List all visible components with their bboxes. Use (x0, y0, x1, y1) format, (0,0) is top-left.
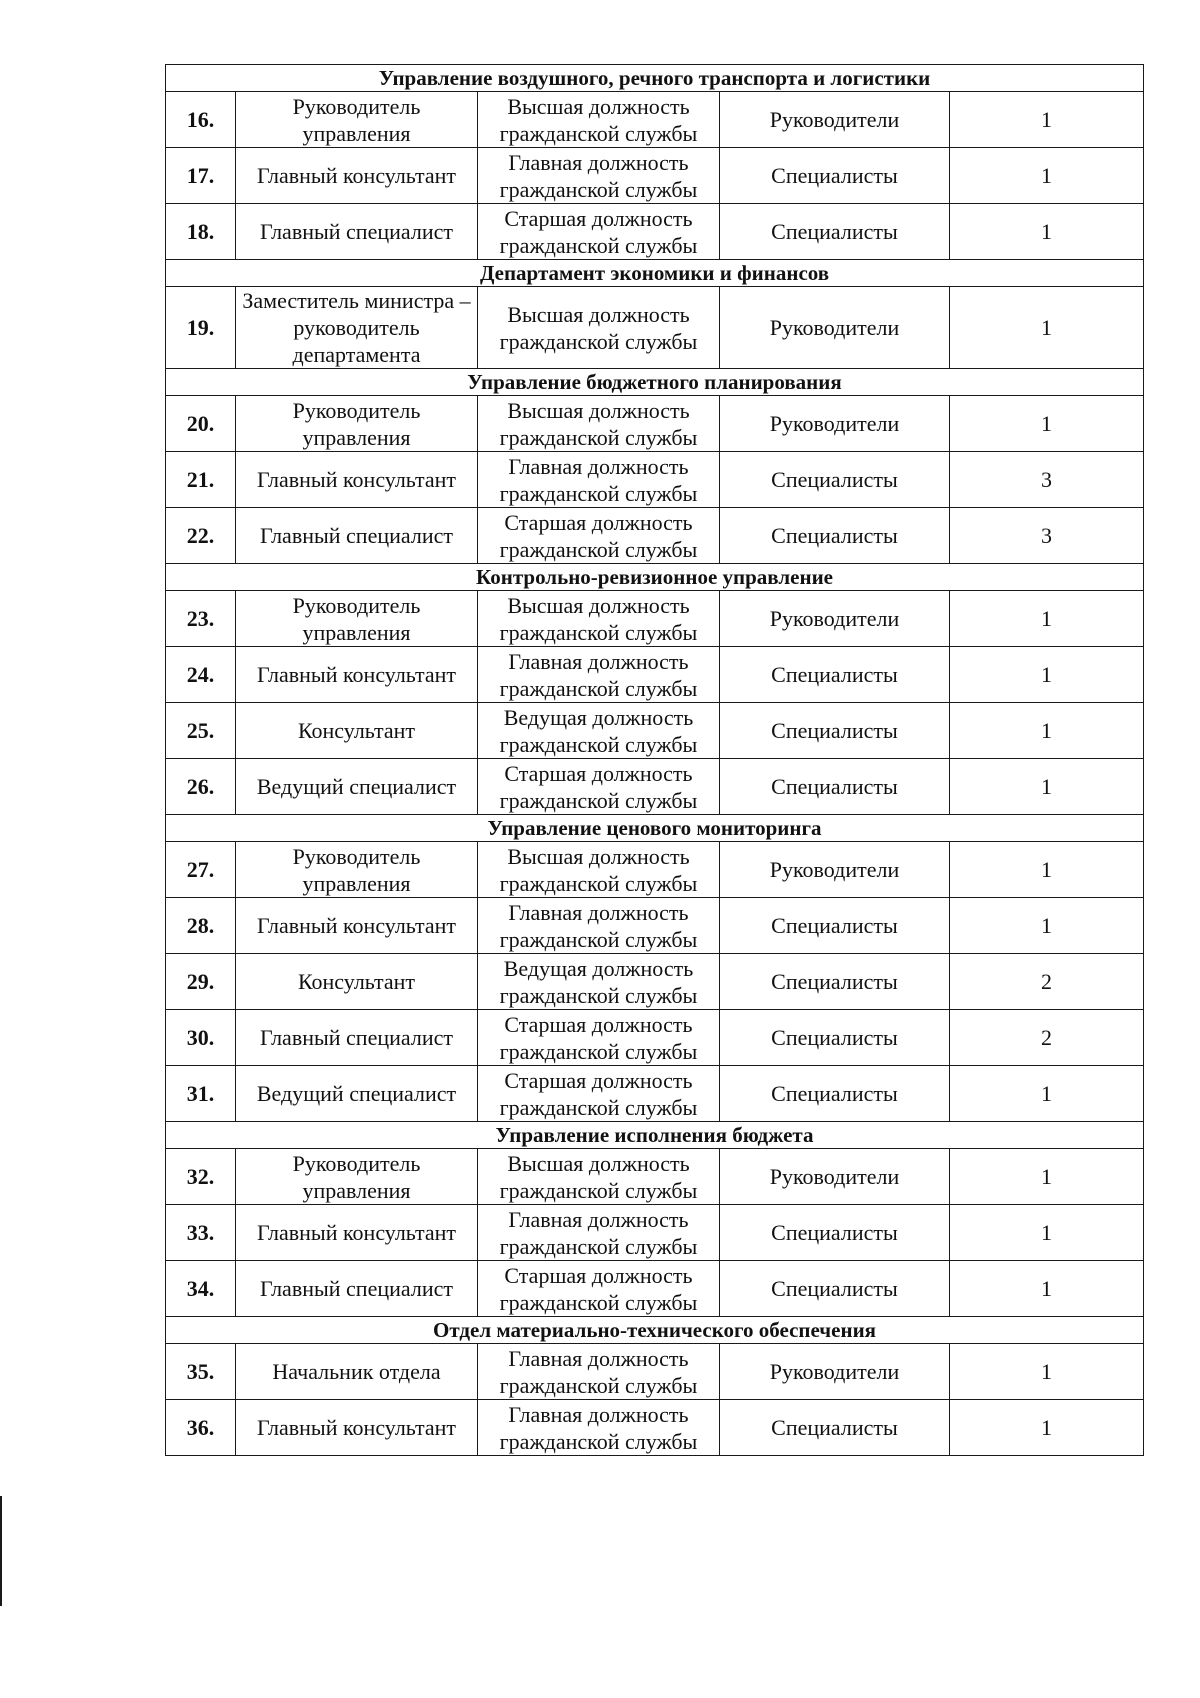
position-title: Заместитель министра – руководитель департамента (236, 287, 478, 369)
section-title: Управление исполнения бюджета (166, 1122, 1144, 1149)
position-title: Руководитель управления (236, 396, 478, 452)
position-category: Специалисты (720, 759, 950, 815)
table-row (166, 396, 1144, 452)
staff-count: 1 (950, 1261, 1144, 1317)
section-header (166, 260, 1144, 287)
table-row (166, 92, 1144, 148)
section-title: Управление ценового мониторинга (166, 815, 1144, 842)
position-level: Старшая должность гражданской службы (478, 1261, 720, 1317)
position-title: Руководитель управления (236, 842, 478, 898)
table-row (166, 898, 1144, 954)
staff-count: 1 (950, 148, 1144, 204)
position-category: Специалисты (720, 703, 950, 759)
document-page (165, 64, 1143, 1456)
section-header (166, 1122, 1144, 1149)
staff-count: 1 (950, 1344, 1144, 1400)
position-category: Специалисты (720, 1400, 950, 1456)
position-level: Главная должность гражданской службы (478, 1400, 720, 1456)
staff-count: 1 (950, 1149, 1144, 1205)
position-category: Специалисты (720, 1205, 950, 1261)
staff-count: 1 (950, 842, 1144, 898)
staff-count: 2 (950, 1010, 1144, 1066)
position-category: Специалисты (720, 647, 950, 703)
position-title: Начальник отдела (236, 1344, 478, 1400)
staff-count: 1 (950, 703, 1144, 759)
position-category: Специалисты (720, 1010, 950, 1066)
staff-count: 1 (950, 898, 1144, 954)
position-category: Руководители (720, 1344, 950, 1400)
position-level: Высшая должность гражданской службы (478, 591, 720, 647)
section-header (166, 1317, 1144, 1344)
position-title: Руководитель управления (236, 591, 478, 647)
position-category: Специалисты (720, 954, 950, 1010)
table-row (166, 1400, 1144, 1456)
position-level: Ведущая должность гражданской службы (478, 954, 720, 1010)
position-title: Руководитель управления (236, 92, 478, 148)
row-number: 19. (166, 287, 236, 369)
position-category: Специалисты (720, 898, 950, 954)
table-row (166, 1149, 1144, 1205)
row-number: 24. (166, 647, 236, 703)
position-level: Старшая должность гражданской службы (478, 759, 720, 815)
position-title: Главный специалист (236, 508, 478, 564)
row-number: 16. (166, 92, 236, 148)
position-category: Специалисты (720, 508, 950, 564)
position-title: Ведущий специалист (236, 759, 478, 815)
table-row (166, 954, 1144, 1010)
row-number: 29. (166, 954, 236, 1010)
row-number: 20. (166, 396, 236, 452)
row-number: 21. (166, 452, 236, 508)
position-category: Специалисты (720, 1261, 950, 1317)
position-title: Главный консультант (236, 148, 478, 204)
row-number: 34. (166, 1261, 236, 1317)
position-level: Старшая должность гражданской службы (478, 508, 720, 564)
position-title: Главный консультант (236, 647, 478, 703)
staff-count: 3 (950, 452, 1144, 508)
position-level: Высшая должность гражданской службы (478, 842, 720, 898)
position-level: Главная должность гражданской службы (478, 452, 720, 508)
staff-count: 2 (950, 954, 1144, 1010)
section-header (166, 65, 1144, 92)
row-number: 25. (166, 703, 236, 759)
position-level: Старшая должность гражданской службы (478, 204, 720, 260)
table-row (166, 591, 1144, 647)
row-number: 23. (166, 591, 236, 647)
staff-count: 1 (950, 204, 1144, 260)
position-category: Руководители (720, 92, 950, 148)
row-number: 22. (166, 508, 236, 564)
row-number: 27. (166, 842, 236, 898)
position-level: Высшая должность гражданской службы (478, 92, 720, 148)
position-level: Главная должность гражданской службы (478, 1344, 720, 1400)
staff-table (165, 64, 1144, 1456)
position-title: Главный консультант (236, 1400, 478, 1456)
position-title: Главный специалист (236, 1010, 478, 1066)
section-header (166, 815, 1144, 842)
position-title: Руководитель управления (236, 1149, 478, 1205)
table-row (166, 204, 1144, 260)
left-margin-line (0, 1496, 2, 1606)
position-level: Высшая должность гражданской службы (478, 287, 720, 369)
table-row (166, 1261, 1144, 1317)
staff-count: 1 (950, 1205, 1144, 1261)
row-number: 18. (166, 204, 236, 260)
position-level: Главная должность гражданской службы (478, 898, 720, 954)
section-title: Департамент экономики и финансов (166, 260, 1144, 287)
table-row (166, 842, 1144, 898)
section-header (166, 369, 1144, 396)
position-title: Ведущий специалист (236, 1066, 478, 1122)
position-category: Руководители (720, 591, 950, 647)
row-number: 28. (166, 898, 236, 954)
section-title: Управление воздушного, речного транспорта и логистики (166, 65, 1144, 92)
row-number: 32. (166, 1149, 236, 1205)
position-title: Главный консультант (236, 1205, 478, 1261)
position-category: Руководители (720, 396, 950, 452)
table-row (166, 1066, 1144, 1122)
position-level: Ведущая должность гражданской службы (478, 703, 720, 759)
table-row (166, 1344, 1144, 1400)
staff-count: 1 (950, 396, 1144, 452)
position-title: Консультант (236, 703, 478, 759)
table-row (166, 452, 1144, 508)
staff-count: 1 (950, 1066, 1144, 1122)
staff-count: 1 (950, 591, 1144, 647)
position-level: Старшая должность гражданской службы (478, 1066, 720, 1122)
row-number: 36. (166, 1400, 236, 1456)
position-level: Высшая должность гражданской службы (478, 1149, 720, 1205)
position-level: Старшая должность гражданской службы (478, 1010, 720, 1066)
position-level: Высшая должность гражданской службы (478, 396, 720, 452)
staff-table-body (166, 65, 1144, 1456)
position-title: Консультант (236, 954, 478, 1010)
position-level: Главная должность гражданской службы (478, 148, 720, 204)
table-row (166, 1205, 1144, 1261)
staff-count: 3 (950, 508, 1144, 564)
table-row (166, 759, 1144, 815)
position-title: Главный специалист (236, 1261, 478, 1317)
section-header (166, 564, 1144, 591)
staff-count: 1 (950, 92, 1144, 148)
table-row (166, 148, 1144, 204)
staff-count: 1 (950, 759, 1144, 815)
section-title: Отдел материально-технического обеспечения (166, 1317, 1144, 1344)
row-number: 31. (166, 1066, 236, 1122)
section-title: Контрольно-ревизионное управление (166, 564, 1144, 591)
table-row (166, 1010, 1144, 1066)
row-number: 26. (166, 759, 236, 815)
position-category: Специалисты (720, 452, 950, 508)
position-title: Главный специалист (236, 204, 478, 260)
row-number: 17. (166, 148, 236, 204)
staff-count: 1 (950, 1400, 1144, 1456)
position-category: Специалисты (720, 1066, 950, 1122)
position-category: Руководители (720, 287, 950, 369)
row-number: 30. (166, 1010, 236, 1066)
staff-count: 1 (950, 647, 1144, 703)
position-category: Руководители (720, 1149, 950, 1205)
staff-count: 1 (950, 287, 1144, 369)
position-title: Главный консультант (236, 452, 478, 508)
table-row (166, 287, 1144, 369)
table-row (166, 508, 1144, 564)
position-category: Руководители (720, 842, 950, 898)
section-title: Управление бюджетного планирования (166, 369, 1144, 396)
position-title: Главный консультант (236, 898, 478, 954)
table-row (166, 647, 1144, 703)
row-number: 35. (166, 1344, 236, 1400)
position-level: Главная должность гражданской службы (478, 647, 720, 703)
position-category: Специалисты (720, 204, 950, 260)
row-number: 33. (166, 1205, 236, 1261)
table-row (166, 703, 1144, 759)
position-level: Главная должность гражданской службы (478, 1205, 720, 1261)
position-category: Специалисты (720, 148, 950, 204)
